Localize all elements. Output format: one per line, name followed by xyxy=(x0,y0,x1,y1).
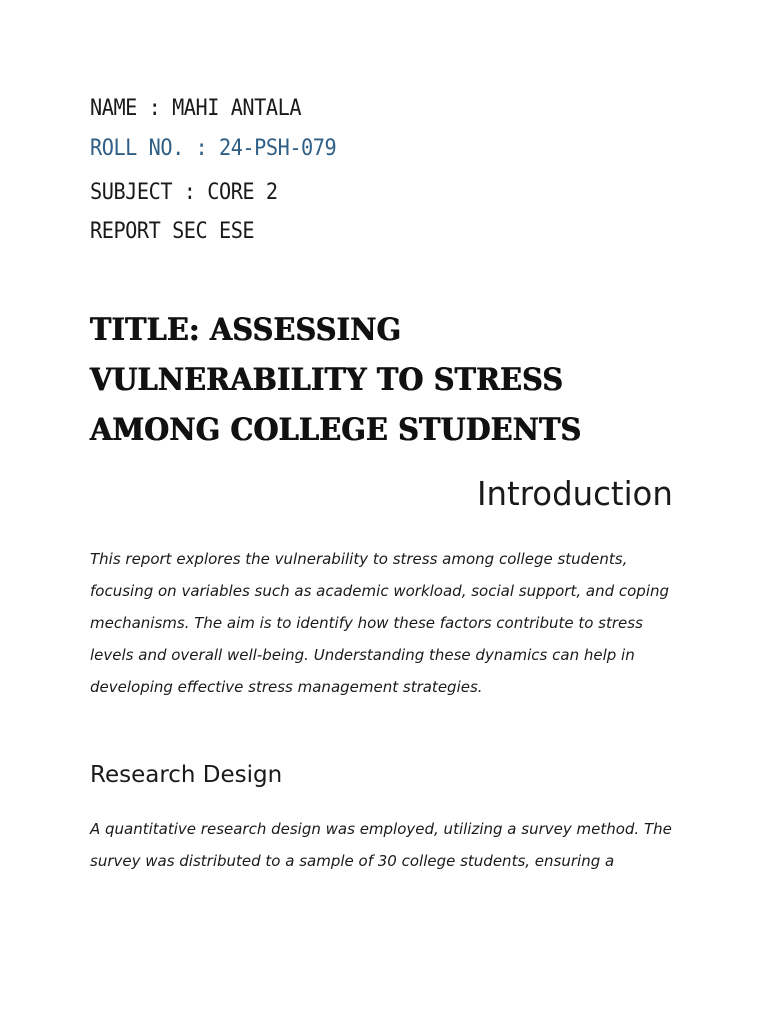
report-title: TITLE: ASSESSING VULNERABILITY TO STRESS AMONG COLLEGE STUDENTS xyxy=(90,312,582,448)
report-line: REPORT SEC ESE xyxy=(90,219,255,244)
student-name: NAME : MAHI ANTALA xyxy=(90,96,302,121)
introduction-heading: Introduction xyxy=(477,474,673,513)
roll-number: ROLL NO. : 24-PSH-079 xyxy=(90,136,337,161)
research-design-paragraph: A quantitative research design was employed, utilizing a survey method. The survey was distributed to a sample of 30 college students, ensuring a xyxy=(90,820,672,870)
research-design-heading: Research Design xyxy=(90,762,283,788)
introduction-paragraph: This report explores the vulnerability to stress among college students, focusing on variables such as academic workload, social support, and coping mechanisms. The aim is to identify how these factors contribute to stress levels and overall well-being. Understanding these dynamics can help in developing effective stress management strategies. xyxy=(90,550,670,696)
subject-line: SUBJECT : CORE 2 xyxy=(90,180,278,205)
